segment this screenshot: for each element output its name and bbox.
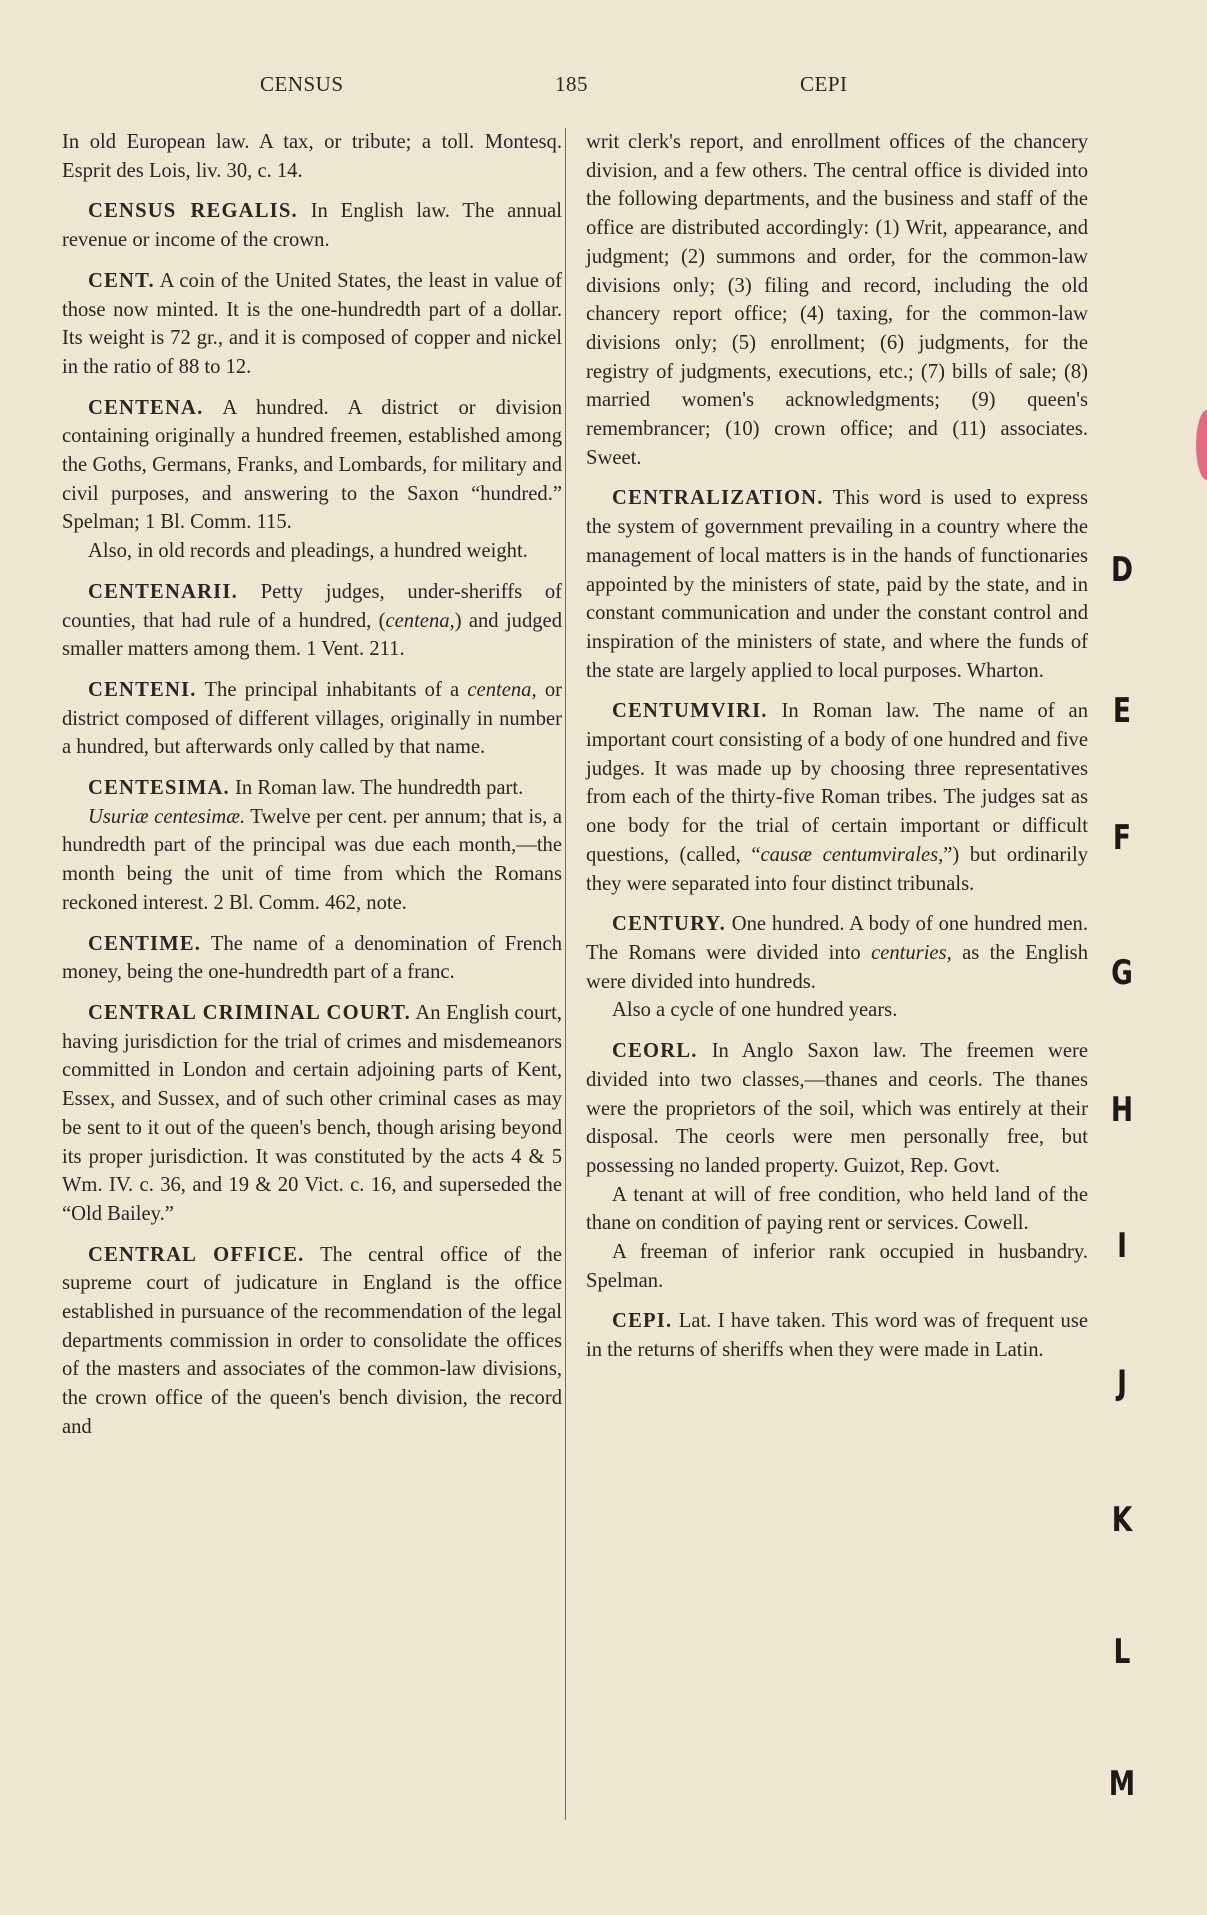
headword: CEORL. (612, 1040, 698, 1063)
edge-tab-marker (1196, 410, 1207, 480)
headword: CENT. (88, 269, 155, 292)
definition: The central office of the supreme court of judicature in England is the office established in pursuance of the recommendation of the legal departments commission in order to consolidate the offices of the masters and associates of the common-law divisions, the crown office of the queen's bench division, the record and (62, 1243, 562, 1438)
entry-central-office (62, 1241, 562, 1442)
definition: ) and judged smaller matters among them. 1 Vent. 211. (62, 609, 562, 661)
definition: Twelve per cent. per annum; that is, a hundredth part of the principal was due each month,—the month being the unit of time from which the Romans reckoned interest. 2 Bl. Comm. 462, note. (62, 805, 562, 914)
headword: CENTIME. (88, 932, 202, 955)
entry-ceorl (586, 1037, 1088, 1295)
thumb-index-j[interactable]: J (1117, 1363, 1127, 1403)
headword: CENTUMVIRI. (612, 700, 768, 723)
headword: CENTRAL OFFICE. (88, 1243, 305, 1266)
thumb-index-k[interactable]: K (1111, 1500, 1133, 1540)
definition: Lat. I have taken. This word was of frequent use in the returns of sheriffs when they were made in Latin. (586, 1310, 1088, 1362)
headword: CENTESIMA. (88, 777, 230, 800)
thumb-index-f[interactable]: F (1112, 818, 1132, 858)
italic-term: centena, (467, 678, 537, 701)
definition: In English law. The annual revenue or income of the crown. (62, 200, 562, 252)
page-number: 185 (555, 72, 588, 96)
entry-century (586, 910, 1088, 1025)
definition: as the English were divided into hundreds. (586, 941, 1088, 993)
italic-term: Usuriæ centesimæ. (88, 805, 246, 828)
definition: An English court, having jurisdiction for the trial of crimes and misdemeanors committed in London and certain adjoining parts of Kent, Essex, and Sussex, and of such other criminal cases as may be sent to it out of the queen's bench, though arising beyond its proper jurisdiction. It was constituted by the acts 4 & 5 Wm. IV. c. 36, and 19 & 20 Vict. c. 16, and superseded the “Old Bailey.” (62, 1001, 562, 1225)
thumb-index-l[interactable]: L (1113, 1632, 1131, 1672)
header-right-guide-word: CEPI (800, 72, 848, 96)
headword: CENTENA. (88, 396, 204, 419)
thumb-index-e[interactable]: E (1112, 691, 1132, 731)
header-left-guide-word: CENSUS (260, 72, 344, 96)
definition: The principal inhabitants of a (196, 678, 468, 701)
definition: In Roman law. The hundredth part. (229, 777, 524, 800)
definition: ”) but ordinarily they were separated into four distinct tribunals. (586, 843, 1088, 895)
headword: CENTURY. (612, 913, 726, 936)
definition: or district composed of different villages, originally in number a hundred, but afterwards only called by that name. (62, 678, 562, 759)
definition: One hundred. A body of one hundred men. The Romans were divided into (586, 913, 1088, 964)
entry-central-office-continuation: writ clerk's report, and enrollment offices of the chancery division, and a few others. The central office is divided into the following departments, and the business and staff of the office are distributed accordingly: (1) Writ, appearance, and judgment; (2) summons and order, for the common-law divisions only; (3) filing and record, including the old chancery report office; (4) taxing, for the common-law divisions only; (5) enrollment; (6) judgments, for the registry of judgments, executions, etc.; (7) bills of sale; (8) married women's acknowledgments; (9) queen's remembrancer; (10) crown office; and (11) associates. Sweet. (586, 131, 1088, 469)
definition: A hundred. A district or division containing originally a hundred freemen, established among the Goths, Germans, Franks, and Lombards, for military and civil purposes, and answering to the Saxon “hundred.” Spelman; 1 Bl. Comm. 115. (62, 396, 562, 534)
entry-census-regalis (62, 197, 562, 254)
thumb-index-i[interactable]: I (1117, 1226, 1127, 1266)
entry-centumviri (586, 697, 1088, 898)
definition: Petty judges, under-sheriffs of counties, that had rule of a hundred, ( (62, 580, 562, 632)
column-divider (565, 128, 566, 1820)
entry-centenarii (62, 578, 562, 664)
thumb-index-d[interactable]: D (1110, 550, 1134, 590)
headword: CENTRAL CRIMINAL COURT. (88, 1001, 412, 1024)
entry-central-criminal-court (62, 999, 562, 1229)
running-head (60, 72, 1080, 106)
definition: In Roman law. The name of an important court consisting of a body of one hundred and five judges. It was made up by choosing three representatives from each of the thirty-five Roman tribes. The judges sat as one body for the trial of certain important or difficult questions, (called, “ (586, 700, 1088, 866)
italic-term: causæ centumvirales, (760, 843, 944, 866)
definition-paragraph: A tenant at will of free condition, who held land of the thane on condition of paying rent or services. Cowell. (586, 1183, 1088, 1235)
definition-paragraph: A freeman of inferior rank occupied in husbandry. Spelman. (586, 1241, 1088, 1292)
entry-centesima (62, 774, 562, 918)
headword: CENTENI. (88, 678, 197, 701)
entry-centena (62, 394, 562, 566)
definition-paragraph: Also a cycle of one hundred years. (612, 999, 898, 1022)
entry-census-continuation: In old European law. A tax, or tribute; a toll. Montesq. Esprit des Lois, liv. 30, c. 14. (62, 131, 562, 182)
entry-cent (62, 267, 562, 382)
entry-centime (62, 930, 562, 987)
italic-term: centuries, (871, 941, 952, 964)
italic-term: centena, (385, 609, 455, 632)
left-column (62, 128, 562, 1454)
definition: A coin of the United States, the least in value of those now minted. It is the one-hundredth part of a dollar. Its weight is 72 gr., and it is composed of copper and nickel in the ratio of 88 to 12. (62, 269, 562, 378)
entry-cepi (586, 1307, 1088, 1364)
definition: In Anglo Saxon law. The freemen were divided into two classes,—thanes and ceorls. The thanes were the proprietors of the soil, which was entirely at their disposal. The ceorls were men personally free, but possessing no landed property. Guizot, Rep. Govt. (586, 1040, 1088, 1177)
thumb-index-h[interactable]: H (1110, 1090, 1134, 1130)
entry-centralization (586, 484, 1088, 685)
thumb-index-m[interactable]: M (1108, 1764, 1136, 1804)
definition: The name of a denomination of French money, being the one-hundredth part of a franc. (62, 932, 562, 984)
headword: CENTRALIZATION. (612, 487, 824, 510)
thumb-index-g[interactable]: G (1111, 953, 1133, 993)
headword: CEPI. (612, 1310, 673, 1333)
headword: CENTENARII. (88, 580, 238, 603)
right-column (586, 128, 1088, 1377)
definition-paragraph: Also, in old records and pleadings, a hundred weight. (88, 540, 528, 563)
entry-centeni (62, 676, 562, 762)
headword: CENSUS REGALIS. (88, 200, 298, 223)
definition: This word is used to express the system of government prevailing in a country where the management of local matters is in the hands of functionaries appointed by the ministers of state, paid by the state, and in constant communication and under the constant control and inspiration of the ministers of state, and where the funds of the state are largely applied to local purposes. Wharton. (586, 487, 1088, 682)
